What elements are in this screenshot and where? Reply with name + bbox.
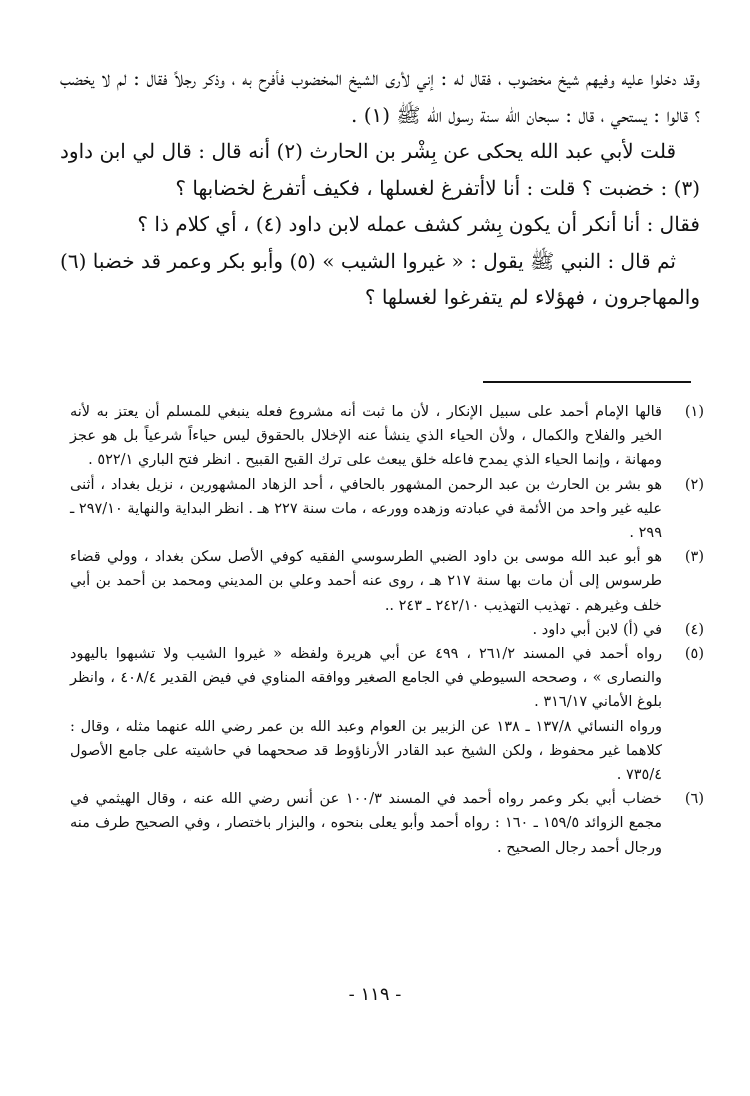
main-text-block [60,60,700,316]
footnote-separator [483,381,691,383]
footnotes-block [70,400,704,860]
footnote-continuation [70,715,704,788]
footnote-number: (٥) [684,646,704,663]
footnote [70,787,704,860]
footnote [70,642,704,715]
footnote-text: هو أبو عبد الله موسى بن داود الضبي الطرسوسي الفقيه كوفي الأصل سكن بغداد ، وولي قضاء طرسوس إلى أن مات بها سنة ٢١٧ هـ ، روى عنه أحمد وعلي بن المديني ومحمد بن أحمد بن أبي خلف وغيرهم . تهذيب التهذيب ٢٤٢/١٠ ـ ٢٤٣ .. [70,549,662,614]
footnote [70,618,704,642]
footnote-text: خضاب أبي بكر وعمر رواه أحمد في المسند ١٠٠/٣ عن أنس رضي الله عنه ، وقال الهيثمي في مجمع الزوائد ١٥٩/٥ ـ ١٦٠ : رواه أحمد وأبو يعلى بنحوه ، والبزار باختصار ، وفي الصحيح طرف منه ورجال أحمد رجال الصحيح . [70,791,662,856]
footnote-number: (٤) [684,621,704,638]
footnote-number: (٢) [684,476,704,493]
footnote-text: في (أ) لابن أبي داود . [532,621,662,638]
footnote [70,473,704,546]
footnote-text: هو بشر بن الحارث بن عبد الرحمن المشهور بالحافي ، أحد الزهاد المشهورين ، نزيل بغداد ، أثنى عليه غير واحد من الأئمة في عبادته وزهده وورعه ، مات سنة ٢٢٧ هـ . انظر البداية والنهاية ٢٩٧/١٠ ـ ٢٩٩ . [70,476,663,542]
footnote-text: قالها الإمام أحمد على سبيل الإنكار ، لأن ما ثبت أنه مشروع فعله ينبغي للمسلم أن يعتز به لأنه الخير والفلاح والكمال ، ولأن الحياء الذي ينشأ عنه الإخلال بالحقوق ليس حياءاً شرعياً بل هو عجز ومهانة ، وإنما الحياء الذي يمدح فاعله خلق يبعث على ترك القبح القبيح . انظر فتح الباري ٥٢٢/١ . [70,404,662,469]
main-paragraph: قلت لأبي عبد الله يحكى عن بِشْر بن الحارث (٢) أنه قال : قال لي ابن داود (٣) : خضبت ؟ قلت : أنا لاأتفرغ لغسلها ، فكيف أتفرغ لخضابها ؟ [60,139,700,200]
main-paragraph: ثم قال : النبي ﷺ يقول : « غيروا الشيب » (٥) وأبو بكر وعمر قد خضبا (٦) والمهاجرون ، فهؤلاء لم يتفرغوا لغسلها ؟ [60,248,700,309]
footnote-number: (١) [684,404,704,420]
footnote [70,400,704,473]
footnote-number [662,715,704,788]
page-number: - ١١٩ - [348,984,402,1005]
footnote-text: ورواه النسائي ١٣٧/٨ ـ ١٣٨ عن الزبير بن العوام وعبد الله بن عمر رضي الله عنهما مثله ، وقال : كلاهما غير محفوظ ، ولكن الشيخ عبد القادر الأرناؤوط قد صححهما في حاشيته على جامع الأصول ٧٣٥/٤ . [70,718,662,784]
footnote-text: رواه أحمد في المسند ٢٦١/٢ ، ٤٩٩ عن أبي هريرة ولفظه « غيروا الشيب ولا تشبهوا باليهود والنصارى » ، وصححه السيوطي في الجامع الصغير ووافقه المناوي في فيض القدير ٤٠٨/٤ ، وانظر بلوغ الأماني ٣١٦/١٧ . [70,646,662,711]
footnote-number: (٣) [684,549,704,566]
footnote [70,545,704,618]
footnote-number: (٦) [684,791,704,808]
main-paragraph: وقد دخلوا عليه وفيهم شيخ مخضوب ، فقال له : إني لأرى الشيخ المخضوب فأفرح به ، وذكر رجلاً فقال : لم لا يخضب ؟ قالوا : يستحي ، قال : سبحان الله سنة رسول الله ﷺ (١) . [60,66,700,127]
main-paragraph: فقال : أنا أنكر أن يكون بِشر كشف عمله لابن داود (٤) ، أي كلام ذا ؟ [137,212,700,236]
